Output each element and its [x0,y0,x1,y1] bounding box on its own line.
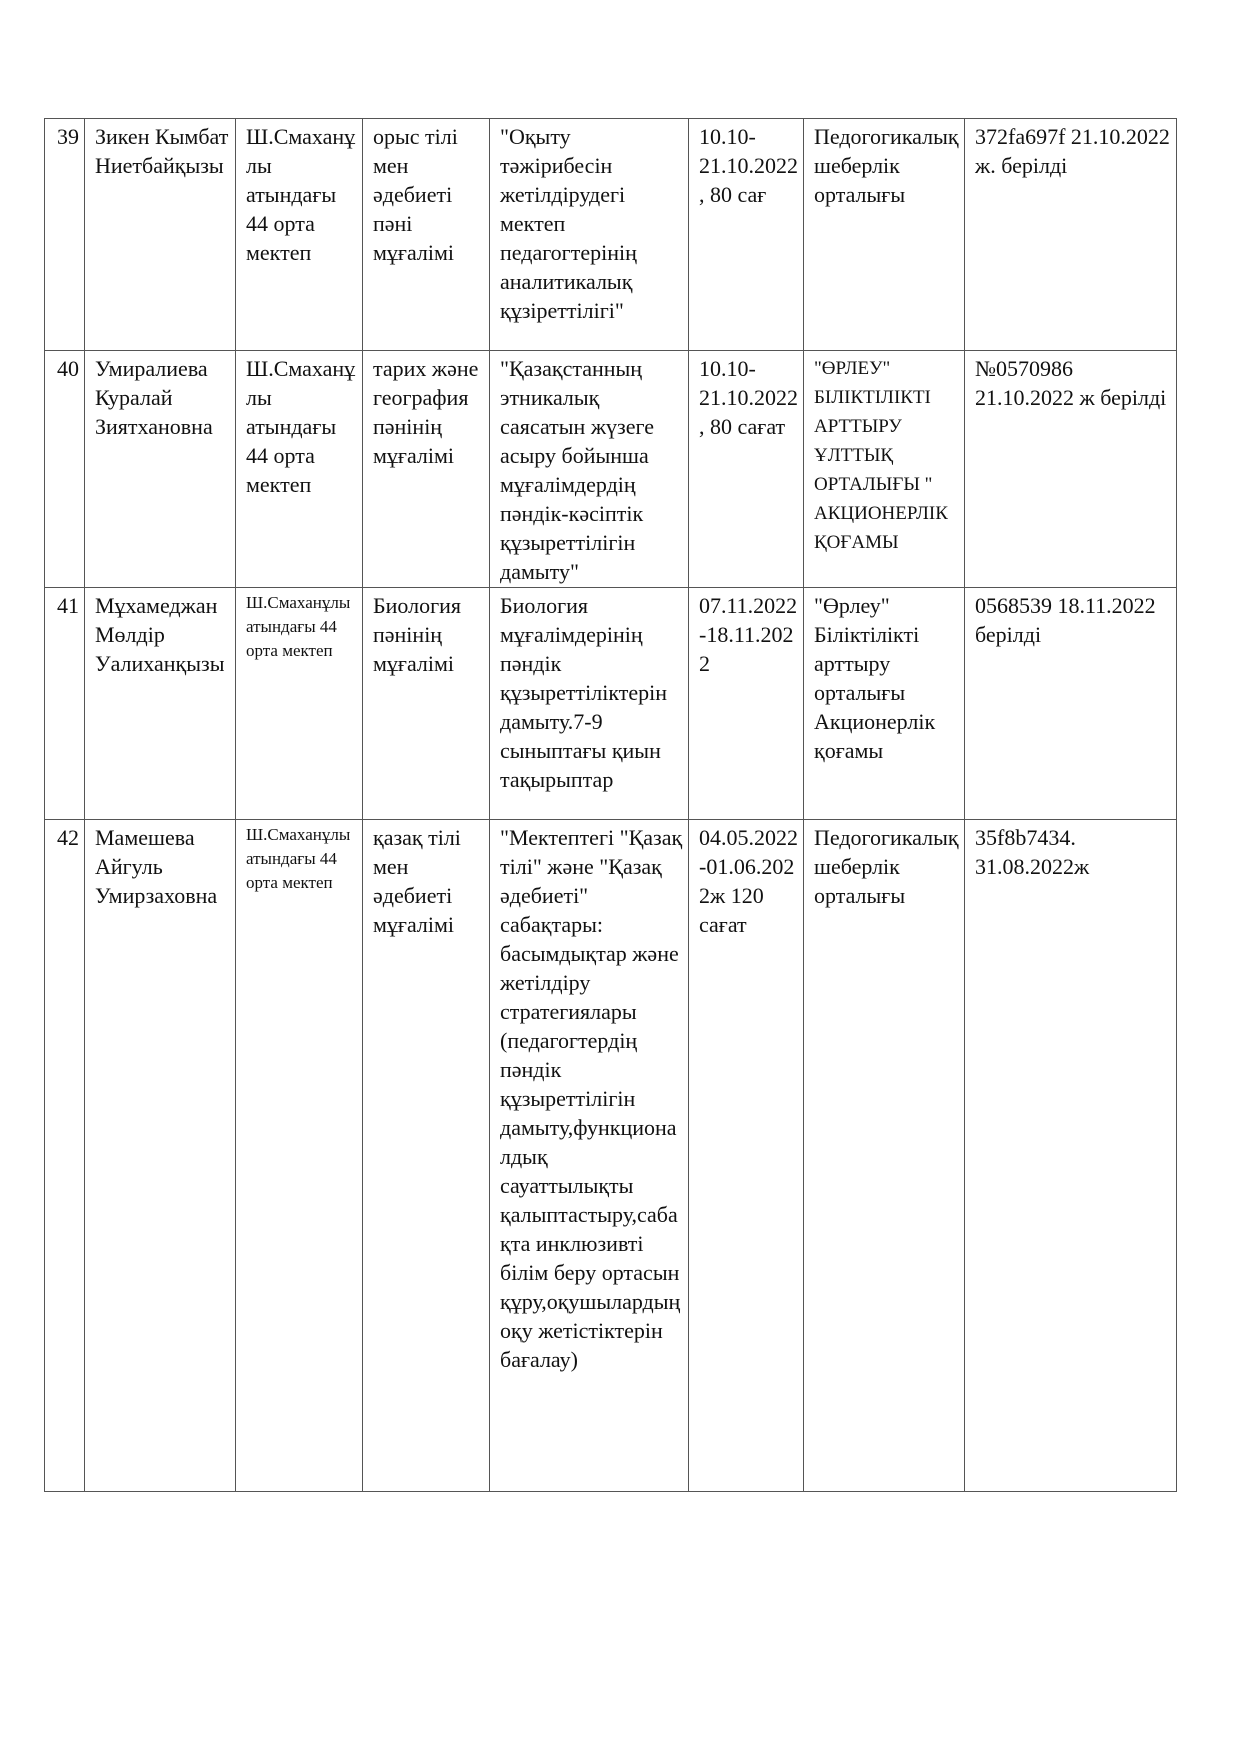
teacher-position: Биология пәнінің мұғалімі [363,588,490,820]
course-title: "Қазақстанның этникалық саясатын жүзеге асыру бойынша мұғалімдердің пәндік-кәсіптік құзыреттілігін дамыту" [490,351,689,588]
course-dates: 10.10-21.10.2022, 80 сағат [689,351,804,588]
teacher-name: Умиралиева Куралай Зиятхановна [85,351,236,588]
course-dates: 07.11.2022-18.11.2022 [689,588,804,820]
table-row [45,119,1177,351]
course-organizer: "Өрлеу" Біліктілікті арттыру орталығы Акционерлік қоғамы [804,588,965,820]
school-name: Ш.Смаханұлы атындағы 44 орта мектеп [236,119,363,351]
school-name: Ш.Смаханұлы атындағы 44 орта мектеп [236,588,363,820]
course-organizer: Педогогикалық шеберлік орталығы [804,119,965,351]
course-title: Биология мұғалімдерінің пәндік құзыреттіліктерін дамыту.7-9 сыныптағы қиын тақырыптар [490,588,689,820]
teacher-position: орыс тілі мен әдебиеті пәні мұғалімі [363,119,490,351]
certificate-info: 0568539 18.11.2022 берілді [965,588,1177,820]
teacher-name: Мамешева Айгуль Умирзаховна [85,820,236,1492]
course-dates: 10.10-21.10.2022, 80 сағ [689,119,804,351]
teacher-name: Мұхамеджан Мөлдір Уалиханқызы [85,588,236,820]
teacher-position: тарих және география пәнінің мұғалімі [363,351,490,588]
course-title: "Мектептегі "Қазақ тілі" және "Қазақ әдебиеті" сабақтары: басымдықтар және жетілдіру стратегиялары (педагогтердің пәндік құзыреттілігін дамыту,функционалдық сауаттылықты қалыптастыру,сабақта инклюзивті білім беру ортасын құру,оқушылардың оқу жетістіктерін бағалау) [490,820,689,1492]
certificate-info: 35f8b7434. 31.08.2022ж [965,820,1177,1492]
course-organizer: Педогогикалық шеберлік орталығы [804,820,965,1492]
row-number: 40 [45,351,85,588]
row-number: 39 [45,119,85,351]
certificate-info: 372fa697f 21.10.2022 ж. берілді [965,119,1177,351]
course-dates: 04.05.2022-01.06.2022ж 120 сағат [689,820,804,1492]
teacher-name: Зикен Кымбат Ниетбайқызы [85,119,236,351]
teacher-position: қазақ тілі мен әдебиеті мұғалімі [363,820,490,1492]
row-number: 41 [45,588,85,820]
row-number: 42 [45,820,85,1492]
certificate-info: №0570986 21.10.2022 ж берілді [965,351,1177,588]
table-row [45,588,1177,820]
course-title: "Оқыту тәжірибесін жетілдірудегі мектеп педагогтерінің аналитикалық құзіреттілігі" [490,119,689,351]
table-row [45,351,1177,588]
teacher-training-table [44,118,1177,1492]
course-organizer: "ӨРЛЕУ" БІЛІКТІЛІКТІ АРТТЫРУ ҰЛТТЫҚ ОРТАЛЫҒЫ " АКЦИОНЕРЛІК ҚОҒАМЫ [804,351,965,588]
school-name: Ш.Смаханұлы атындағы 44 орта мектеп [236,820,363,1492]
school-name: Ш.Смаханұлы атындағы 44 орта мектеп [236,351,363,588]
table-row [45,820,1177,1492]
